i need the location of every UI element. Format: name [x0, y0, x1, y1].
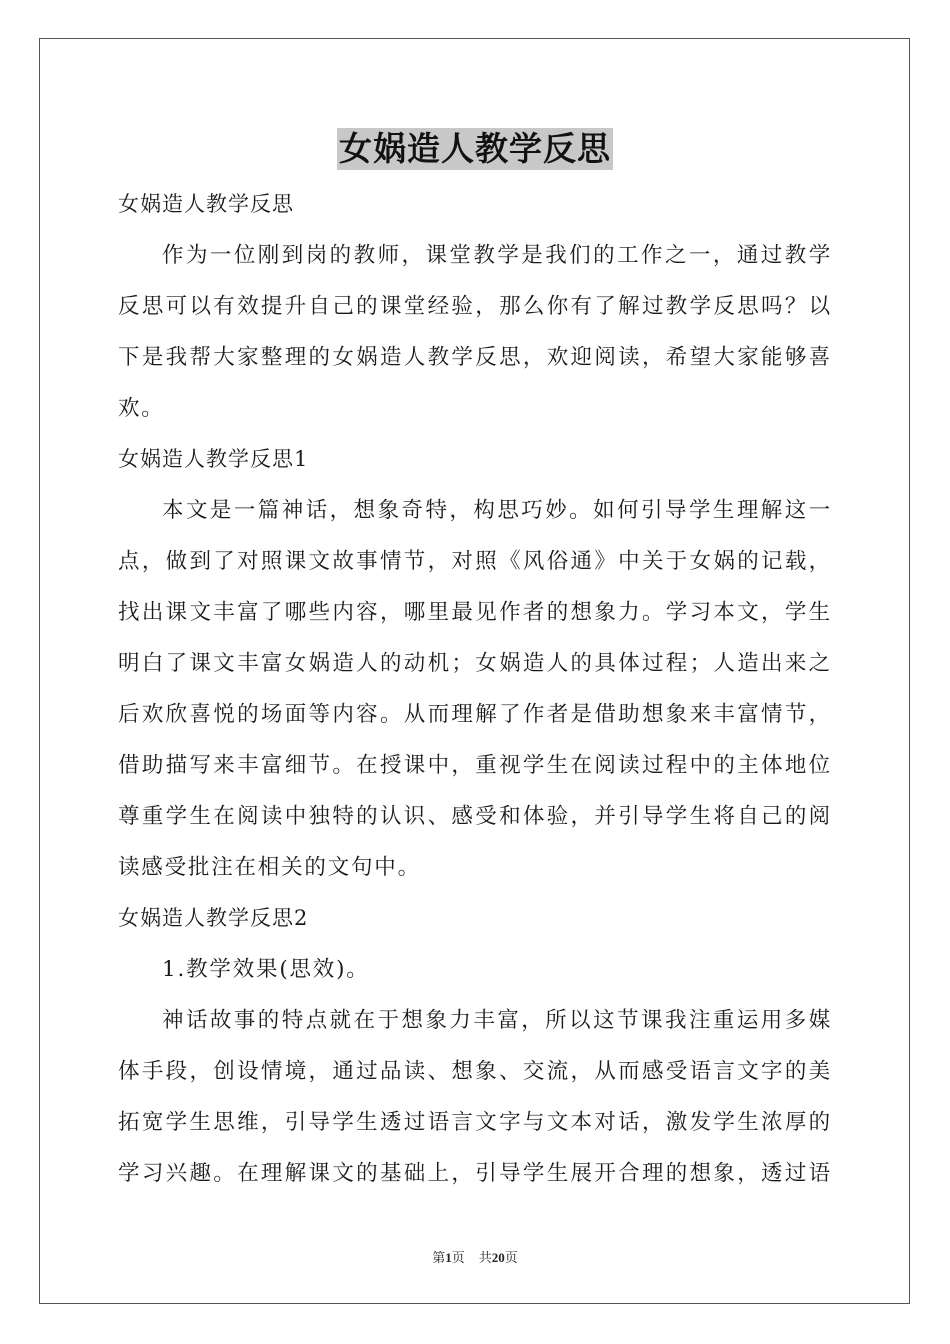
list-item: 1.教学效果(思效)。	[162, 957, 370, 982]
document-body	[118, 179, 832, 1199]
total-suffix: 页	[504, 1250, 518, 1265]
document-subtitle: 女娲造人教学反思	[118, 192, 294, 216]
paragraph-line: 神话故事的特点就在于想象力丰富，所以这节课我注重运用多媒	[162, 1008, 832, 1033]
paragraph-line: 拓宽学生思维，引导学生透过语言文字与文本对话，激发学生浓厚的	[118, 1110, 832, 1135]
paragraph-line: 下是我帮大家整理的女娲造人教学反思，欢迎阅读，希望大家能够喜	[118, 345, 832, 370]
section-2-paragraph	[118, 995, 832, 1199]
paragraph-line: 找出课文丰富了哪些内容，哪里最见作者的想象力。学习本文，学生	[118, 600, 832, 625]
paragraph-line: 学习兴趣。在理解课文的基础上，引导学生展开合理的想象，透过语	[118, 1161, 832, 1186]
page-suffix: 页	[451, 1250, 465, 1265]
paragraph-line: 反思可以有效提升自己的课堂经验，那么你有了解过教学反思吗？以	[118, 294, 832, 319]
paragraph-line: 后欢欣喜悦的场面等内容。从而理解了作者是借助想象来丰富情节，	[118, 702, 832, 727]
page-footer	[0, 1247, 950, 1266]
section-heading-1: 女娲造人教学反思1	[118, 447, 309, 471]
document-title: 女娲造人教学反思	[339, 129, 611, 168]
title-container	[0, 128, 950, 170]
paragraph-line: 点，做到了对照课文故事情节，对照《风俗通》中关于女娲的记载，	[118, 549, 832, 574]
total-pages: 20	[491, 1250, 505, 1265]
paragraph-line: 读感受批注在相关的文句中。	[118, 855, 421, 880]
paragraph-line: 借助描写来丰富细节。在授课中，重视学生在阅读过程中的主体地位	[118, 753, 832, 778]
intro-paragraph	[118, 230, 832, 434]
section-2-item	[118, 944, 832, 995]
paragraph-line: 尊重学生在阅读中独特的认识、感受和体验，并引导学生将自己的阅	[118, 804, 832, 829]
paragraph-line: 明白了课文丰富女娲造人的动机；女娲造人的具体过程；人造出来之	[118, 651, 832, 676]
page-number: 1	[445, 1250, 452, 1265]
total-prefix: 共	[478, 1250, 492, 1265]
paragraph-line: 作为一位刚到岗的教师，课堂教学是我们的工作之一，通过教学	[162, 243, 832, 268]
section-1-paragraph	[118, 485, 832, 893]
paragraph-line: 本文是一篇神话，想象奇特，构思巧妙。如何引导学生理解这一	[162, 498, 832, 523]
page-prefix: 第	[432, 1250, 446, 1265]
paragraph-line: 欢。	[118, 396, 165, 421]
section-heading-2: 女娲造人教学反思2	[118, 906, 309, 930]
paragraph-line: 体手段，创设情境，通过品读、想象、交流，从而感受语言文字的美	[118, 1059, 832, 1084]
